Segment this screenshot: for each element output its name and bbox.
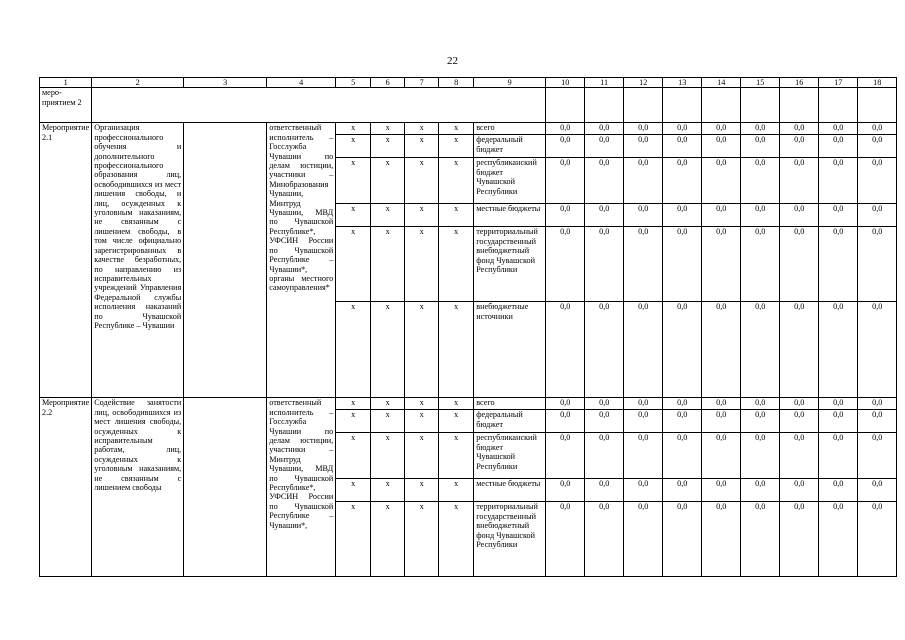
funding-source: внебюджетные источники	[474, 302, 546, 398]
code-cell: x	[371, 398, 405, 410]
value-cell: 0,0	[624, 398, 663, 410]
value-cell: 0,0	[585, 502, 624, 577]
code-cell: x	[405, 398, 439, 410]
value-cell: 0,0	[780, 204, 819, 227]
column-number: 14	[702, 78, 741, 88]
value-cell: 0,0	[702, 479, 741, 502]
measure-label: Мероприятие 2.2	[40, 398, 92, 577]
code-cell: x	[371, 479, 405, 502]
code-cell: x	[439, 158, 474, 204]
value-cell: 0,0	[741, 302, 780, 398]
code-cell: x	[371, 227, 405, 302]
value-cell: 0,0	[585, 123, 624, 135]
value-cell: 0,0	[585, 410, 624, 433]
value-cell: 0,0	[585, 135, 624, 158]
value-cell: 0,0	[741, 398, 780, 410]
code-cell: x	[405, 135, 439, 158]
value-cell: 0,0	[624, 204, 663, 227]
value-cell: 0,0	[858, 410, 897, 433]
code-cell: x	[336, 204, 371, 227]
value-cell: 0,0	[663, 502, 702, 577]
column-number: 9	[474, 78, 546, 88]
code-cell: x	[336, 158, 371, 204]
measure-name: Содействие занятости лиц, освободившихся из мест лишения свободы, осужденных к исправительным работам, лиц, осужденных к уголовным наказаниям, не связанным с лишением свободы	[92, 398, 184, 577]
column-number: 5	[336, 78, 371, 88]
funding-source: республиканский бюджет Чувашской Республики	[474, 158, 546, 204]
value-cell: 0,0	[585, 158, 624, 204]
value-cell: 0,0	[585, 479, 624, 502]
value-cell: 0,0	[741, 479, 780, 502]
code-cell: x	[439, 479, 474, 502]
code-cell: x	[371, 158, 405, 204]
value-cell: 0,0	[663, 135, 702, 158]
value-cell: 0,0	[702, 502, 741, 577]
value-cell: 0,0	[546, 123, 585, 135]
funding-source: территориальный государственный внебюджетный фонд Чувашской Республики	[474, 227, 546, 302]
value-cell: 0,0	[585, 398, 624, 410]
value-cell: 0,0	[585, 204, 624, 227]
column-number: 13	[663, 78, 702, 88]
value-cell: 0,0	[741, 227, 780, 302]
column-number: 11	[585, 78, 624, 88]
value-cell: 0,0	[819, 479, 858, 502]
value-cell: 0,0	[819, 135, 858, 158]
code-cell: x	[371, 410, 405, 433]
code-cell: x	[405, 410, 439, 433]
value-cell: 0,0	[858, 479, 897, 502]
row-label: меро-приятием 2	[40, 88, 92, 123]
column-number: 16	[780, 78, 819, 88]
column-number: 8	[439, 78, 474, 88]
code-cell: x	[336, 433, 371, 479]
funding-source: всего	[474, 123, 546, 135]
value-cell: 0,0	[819, 502, 858, 577]
code-cell: x	[336, 502, 371, 577]
value-cell: 0,0	[702, 302, 741, 398]
value-cell: 0,0	[780, 227, 819, 302]
empty-cell	[184, 123, 267, 398]
funding-source: федеральный бюджет	[474, 135, 546, 158]
code-cell: x	[439, 433, 474, 479]
value-cell: 0,0	[780, 158, 819, 204]
code-cell: x	[439, 398, 474, 410]
value-cell: 0,0	[780, 123, 819, 135]
code-cell: x	[336, 302, 371, 398]
value-cell: 0,0	[663, 433, 702, 479]
value-cell: 0,0	[663, 158, 702, 204]
value-cell: 0,0	[819, 410, 858, 433]
code-cell: x	[439, 502, 474, 577]
value-cell: 0,0	[663, 302, 702, 398]
value-cell: 0,0	[624, 158, 663, 204]
value-cell: 0,0	[819, 158, 858, 204]
code-cell: x	[336, 135, 371, 158]
code-cell: x	[336, 398, 371, 410]
value-cell: 0,0	[624, 227, 663, 302]
value-cell: 0,0	[546, 302, 585, 398]
code-cell: x	[439, 204, 474, 227]
code-cell: x	[405, 158, 439, 204]
value-cell: 0,0	[780, 502, 819, 577]
budget-table	[39, 77, 897, 577]
value-cell: 0,0	[702, 204, 741, 227]
header-row	[40, 78, 897, 88]
code-cell: x	[405, 227, 439, 302]
value-cell: 0,0	[663, 204, 702, 227]
value-cell: 0,0	[819, 227, 858, 302]
code-cell: x	[336, 479, 371, 502]
value-cell: 0,0	[741, 410, 780, 433]
value-cell: 0,0	[624, 479, 663, 502]
value-cell: 0,0	[858, 398, 897, 410]
value-cell: 0,0	[624, 433, 663, 479]
code-cell: x	[405, 302, 439, 398]
value-cell: 0,0	[546, 227, 585, 302]
value-cell: 0,0	[702, 135, 741, 158]
value-cell: 0,0	[585, 302, 624, 398]
empty-cell	[184, 398, 267, 577]
column-number: 1	[40, 78, 92, 88]
value-cell: 0,0	[702, 398, 741, 410]
code-cell: x	[371, 302, 405, 398]
value-cell: 0,0	[546, 398, 585, 410]
funding-source: республиканский бюджет Чувашской Республики	[474, 433, 546, 479]
value-cell: 0,0	[741, 158, 780, 204]
value-cell: 0,0	[858, 227, 897, 302]
code-cell: x	[405, 204, 439, 227]
table-row	[40, 123, 897, 135]
code-cell: x	[371, 204, 405, 227]
value-cell: 0,0	[546, 204, 585, 227]
page-number: 22	[447, 55, 458, 67]
column-number: 15	[741, 78, 780, 88]
code-cell: x	[371, 502, 405, 577]
value-cell: 0,0	[858, 123, 897, 135]
column-number: 6	[371, 78, 405, 88]
column-number: 17	[819, 78, 858, 88]
value-cell: 0,0	[546, 135, 585, 158]
value-cell: 0,0	[741, 204, 780, 227]
value-cell: 0,0	[546, 433, 585, 479]
value-cell: 0,0	[624, 123, 663, 135]
value-cell: 0,0	[624, 502, 663, 577]
code-cell: x	[405, 502, 439, 577]
funding-source: местные бюджеты	[474, 204, 546, 227]
value-cell: 0,0	[546, 158, 585, 204]
value-cell: 0,0	[858, 502, 897, 577]
code-cell: x	[439, 123, 474, 135]
executors: ответственный исполнитель – Госслужба Чувашии по делам юстиции, участники – Минтруд Чувашии, МВД по Чувашской Республике*, УФСИН России по Чувашской Республике – Чувашии*,	[267, 398, 336, 577]
value-cell: 0,0	[819, 398, 858, 410]
column-number: 10	[546, 78, 585, 88]
value-cell: 0,0	[624, 302, 663, 398]
funding-source: всего	[474, 398, 546, 410]
value-cell: 0,0	[663, 227, 702, 302]
value-cell: 0,0	[780, 410, 819, 433]
value-cell: 0,0	[702, 158, 741, 204]
continuation-row	[40, 88, 897, 123]
table-row	[40, 398, 897, 410]
funding-source: территориальный государственный внебюджетный фонд Чувашской Республики	[474, 502, 546, 577]
code-cell: x	[371, 123, 405, 135]
value-cell: 0,0	[858, 302, 897, 398]
code-cell: x	[336, 227, 371, 302]
value-cell: 0,0	[780, 135, 819, 158]
column-number: 3	[184, 78, 267, 88]
code-cell: x	[405, 123, 439, 135]
value-cell: 0,0	[546, 479, 585, 502]
value-cell: 0,0	[741, 123, 780, 135]
value-cell: 0,0	[702, 433, 741, 479]
measure-label: Мероприятие 2.1	[40, 123, 92, 398]
value-cell: 0,0	[702, 410, 741, 433]
value-cell: 0,0	[858, 433, 897, 479]
value-cell: 0,0	[585, 227, 624, 302]
value-cell: 0,0	[819, 433, 858, 479]
value-cell: 0,0	[819, 204, 858, 227]
column-number: 12	[624, 78, 663, 88]
funding-source: местные бюджеты	[474, 479, 546, 502]
measure-name: Организация профессионального обучения и дополнительного профессионального образования лиц, освободившихся из мест лишения свободы, и лиц, осужденных к уголовным наказаниям, не связанным с лишением свободы, в том числе официально зарегистрированных в качестве безработных, по направлению из исправительных учреждений Управления Федеральной службы исполнения наказаний по Чувашской Республике – Чувашии	[92, 123, 184, 398]
code-cell: x	[439, 410, 474, 433]
column-number: 4	[267, 78, 336, 88]
executors: ответственный исполнитель – Госслужба Чувашии по делам юстиции, участники – Минобразования Чувашии, Минтруд Чувашии, МВД по Чувашской Республике*, УФСИН России по Чувашской Республике – Чувашии*, органы местного самоуправления*	[267, 123, 336, 398]
value-cell: 0,0	[624, 410, 663, 433]
code-cell: x	[405, 433, 439, 479]
value-cell: 0,0	[546, 410, 585, 433]
code-cell: x	[336, 410, 371, 433]
value-cell: 0,0	[858, 204, 897, 227]
column-number: 18	[858, 78, 897, 88]
value-cell: 0,0	[858, 158, 897, 204]
code-cell: x	[439, 302, 474, 398]
value-cell: 0,0	[741, 433, 780, 479]
code-cell: x	[405, 479, 439, 502]
value-cell: 0,0	[663, 410, 702, 433]
value-cell: 0,0	[819, 123, 858, 135]
value-cell: 0,0	[858, 135, 897, 158]
value-cell: 0,0	[741, 135, 780, 158]
code-cell: x	[439, 135, 474, 158]
value-cell: 0,0	[780, 479, 819, 502]
value-cell: 0,0	[780, 398, 819, 410]
value-cell: 0,0	[780, 302, 819, 398]
value-cell: 0,0	[741, 502, 780, 577]
column-number: 7	[405, 78, 439, 88]
value-cell: 0,0	[702, 227, 741, 302]
value-cell: 0,0	[780, 433, 819, 479]
code-cell: x	[439, 227, 474, 302]
value-cell: 0,0	[624, 135, 663, 158]
value-cell: 0,0	[663, 398, 702, 410]
value-cell: 0,0	[663, 123, 702, 135]
column-number: 2	[92, 78, 184, 88]
value-cell: 0,0	[546, 502, 585, 577]
code-cell: x	[336, 123, 371, 135]
code-cell: x	[371, 433, 405, 479]
value-cell: 0,0	[585, 433, 624, 479]
funding-source: федеральный бюджет	[474, 410, 546, 433]
code-cell: x	[371, 135, 405, 158]
value-cell: 0,0	[663, 479, 702, 502]
value-cell: 0,0	[702, 123, 741, 135]
value-cell: 0,0	[819, 302, 858, 398]
